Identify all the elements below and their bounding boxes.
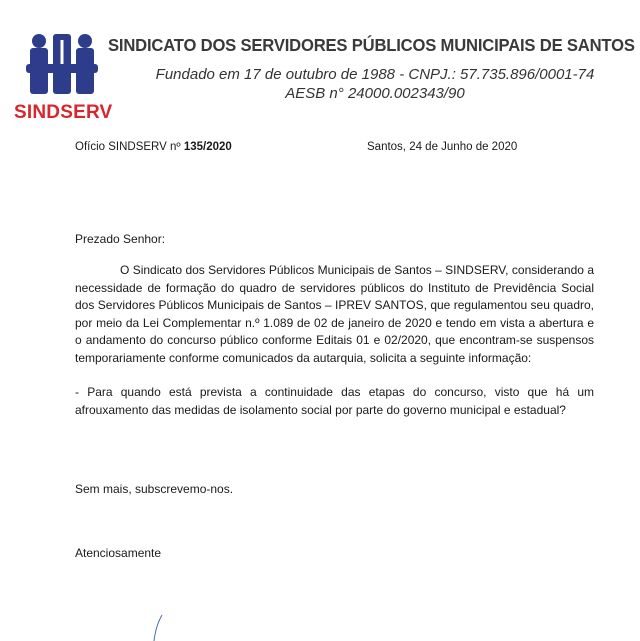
organization-name: SINDICATO DOS SERVIDORES PÚBLICOS MUNICIPAIS DE SANTOS bbox=[108, 35, 635, 55]
salutation: Prezado Senhor: bbox=[75, 232, 166, 246]
letter-body bbox=[75, 262, 594, 419]
question-paragraph: - Para quando está prevista a continuidade das etapas do concurso, visto que há um afrouxamento das medidas de isolamento social por parte do governo municipal e estadual? bbox=[75, 385, 594, 417]
oficio-reference bbox=[75, 141, 232, 153]
letter-date: Santos, 24 de Junho de 2020 bbox=[367, 141, 518, 153]
logo-wordmark: SINDSERV bbox=[14, 102, 113, 123]
closing-line: Sem mais, subscrevemo-nos. bbox=[75, 482, 234, 496]
main-paragraph: O Sindicato dos Servidores Públicos Municipais de Santos – SINDSERV, considerando a necessidade de formação do quadro de servidores públicos do Instituto de Previdência Social dos Servidores Públicos Municipais de Santos – IPREV SANTOS, que regulamentou seu quadro, por meio da Lei Complementar n.º 1.089 de 02 de janeiro de 2020 e tendo em vista a abertura e o andamento do concurso público conforme Editais 01 e 02/2020, que encontram-se suspensos temporariamente conforme comunicados da autarquia, solicita a seguinte informação: bbox=[75, 263, 594, 365]
aesb-number: AESB n° 24000.002343/90 bbox=[285, 85, 465, 102]
founding-info: Fundado em 17 de outubro de 1988 - CNPJ.: 57.735.896/0001-74 bbox=[155, 66, 595, 83]
sindserv-logo bbox=[14, 30, 113, 123]
oficio-label: Ofício SINDSERV nº bbox=[75, 141, 184, 153]
people-logo-icon bbox=[24, 30, 100, 100]
regards-line: Atenciosamente bbox=[75, 546, 162, 560]
signature-stroke-icon bbox=[146, 612, 176, 641]
oficio-number: 135/2020 bbox=[183, 141, 232, 153]
